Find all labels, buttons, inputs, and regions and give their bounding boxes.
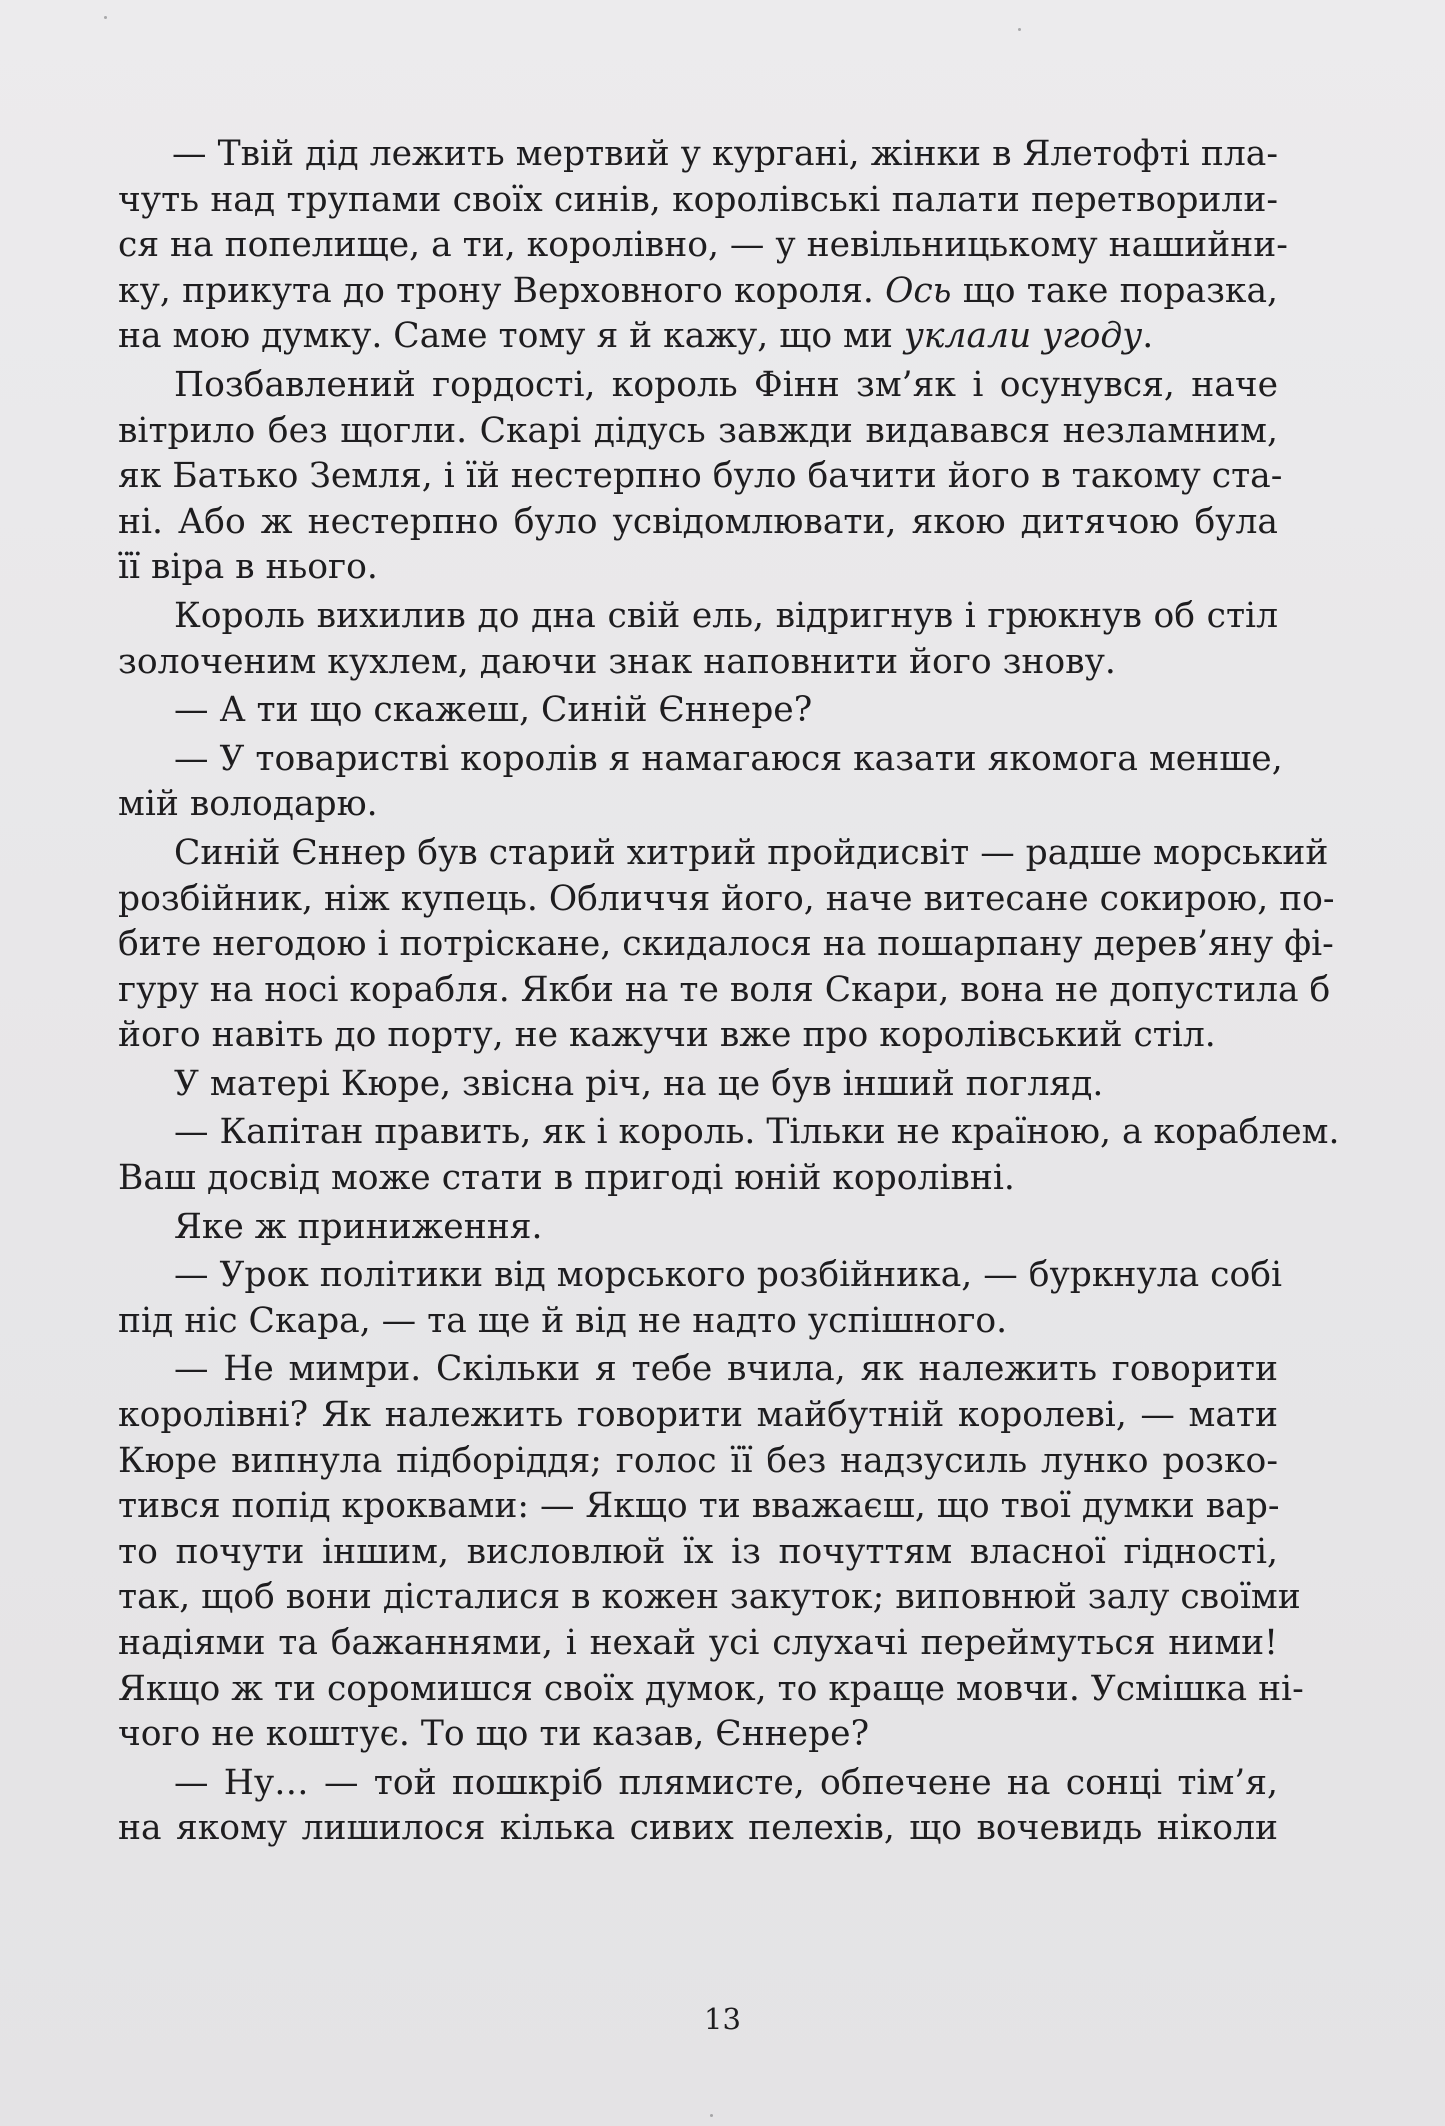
text-line: гуру на носі корабля. Якби на те воля Скари, вона не допустила б — [118, 969, 1331, 1010]
text-line: Позбавлений гордості, король Фінн зм’як і осунувся, наче — [174, 364, 1278, 405]
text-line: Кюре випнула підборіддя; голос її без надзусиль лунко розко- — [118, 1440, 1278, 1481]
text-line: то почути іншим, висловлюй їх із почуттям власної гідності, — [118, 1531, 1278, 1572]
text-run: на мою думку. Саме тому я й кажу, що ми — [118, 316, 904, 357]
paragraph — [118, 1062, 1278, 1108]
text-line: надіями та бажаннями, і нехай усі слухачі переймуться ними! — [118, 1623, 1278, 1663]
page-number: 13 — [704, 2002, 741, 2036]
text-line: — У товаристві королів я намагаюся казати якомога менше, — [174, 738, 1283, 779]
paper-speck — [1018, 28, 1021, 31]
text-run: . — [1142, 316, 1154, 357]
paragraph — [118, 831, 1335, 1059]
text-line: вітрило без щогли. Скарі дідусь завжди видавався незламним, — [118, 410, 1278, 451]
text-line: — Урок політики від морського розбійника, — буркнула собі — [174, 1255, 1283, 1296]
paragraph — [118, 1253, 1283, 1344]
text-line: тився попід кроквами: — Якщо ти вважаєш, що твої думки вар- — [118, 1486, 1280, 1527]
paragraph — [118, 1205, 1278, 1251]
text-line: — Капітан править, як і король. Тільки не країною, а кораблем. — [174, 1112, 1340, 1153]
paragraph — [118, 1347, 1304, 1757]
text-line: золоченим кухлем, даючи знак наповнити його знову. — [118, 641, 1116, 682]
text-line: ні. Або ж нестерпно було усвідомлювати, якою дитячою була — [118, 501, 1278, 542]
paragraph — [118, 1761, 1278, 1852]
text-line: Ваш досвід може стати в пригоді юній королівні. — [118, 1158, 1015, 1199]
text-line: як Батько Земля, і їй нестерпно було бачити його в такому ста- — [118, 456, 1283, 497]
paper-speck — [104, 16, 107, 19]
emphasis: Ось — [885, 270, 952, 311]
text-line: Якщо ж ти соромишся своїх думок, то краще мовчи. Усмішка ні- — [118, 1668, 1304, 1709]
paragraph — [118, 1110, 1340, 1201]
text-line: Король вихилив до дна свій ель, відригнув і грюкнув об стіл — [174, 595, 1278, 636]
text-line — [118, 314, 1278, 360]
paragraph — [118, 594, 1278, 685]
text-line: мій володарю. — [118, 784, 378, 825]
page-body — [118, 132, 1340, 1855]
text-line: У матері Кюре, звісна річ, на це був інший погляд. — [174, 1063, 1104, 1104]
text-line: — Твій дід лежить мертвий у кургані, жінки в Ялетофті пла- — [172, 134, 1278, 174]
text-line: чуть над трупами своїх синів, королівські палати перетворили- — [118, 179, 1278, 220]
text-line — [118, 269, 1278, 315]
paragraph — [118, 737, 1283, 828]
text-run: що таке поразка, — [951, 270, 1279, 311]
paragraph — [118, 132, 1288, 360]
text-line: королівні? Як належить говорити майбутній королеві, — мати — [118, 1395, 1278, 1436]
text-line: розбійник, ніж купець. Обличчя його, наче витесане сокирою, по- — [118, 878, 1335, 919]
text-line: — Ну… — той пошкріб плямисте, обпечене на сонці тім’я, — [174, 1762, 1278, 1803]
text-line: бите негодою і потріскане, скидалося на пошарпану дерев’яну фі- — [118, 924, 1334, 965]
text-line: ся на попелище, а ти, королівно, — у невільницькому нашийни- — [118, 225, 1288, 266]
text-run: ку, прикута до трону Верховного короля. — [118, 270, 886, 311]
text-line: на якому лишилося кілька сивих пелехів, що вочевидь ніколи — [118, 1808, 1278, 1849]
text-line: Синій Єннер був старий хитрий пройдисвіт — радше морський — [174, 832, 1329, 873]
text-line: його навіть до порту, не кажучи вже про королівський стіл. — [118, 1015, 1216, 1056]
paragraph — [118, 363, 1283, 591]
text-line: — Не мимри. Скільки я тебе вчила, як належить говорити — [174, 1349, 1278, 1390]
text-line: під ніс Скара, — та ще й від не надто успішного. — [118, 1300, 1008, 1341]
text-line: — А ти що скажеш, Синій Єннере? — [174, 690, 813, 731]
text-line: Яке ж приниження. — [174, 1206, 543, 1247]
text-line: її віра в нього. — [118, 547, 378, 588]
paragraph — [118, 688, 1278, 734]
text-line: так, щоб вони дісталися в кожен закуток; виповнюй залу своїми — [118, 1577, 1301, 1618]
text-line: чого не коштує. То що ти казав, Єннере? — [118, 1714, 870, 1755]
paper-speck — [710, 2114, 713, 2117]
emphasis: уклали угоду — [903, 316, 1143, 357]
